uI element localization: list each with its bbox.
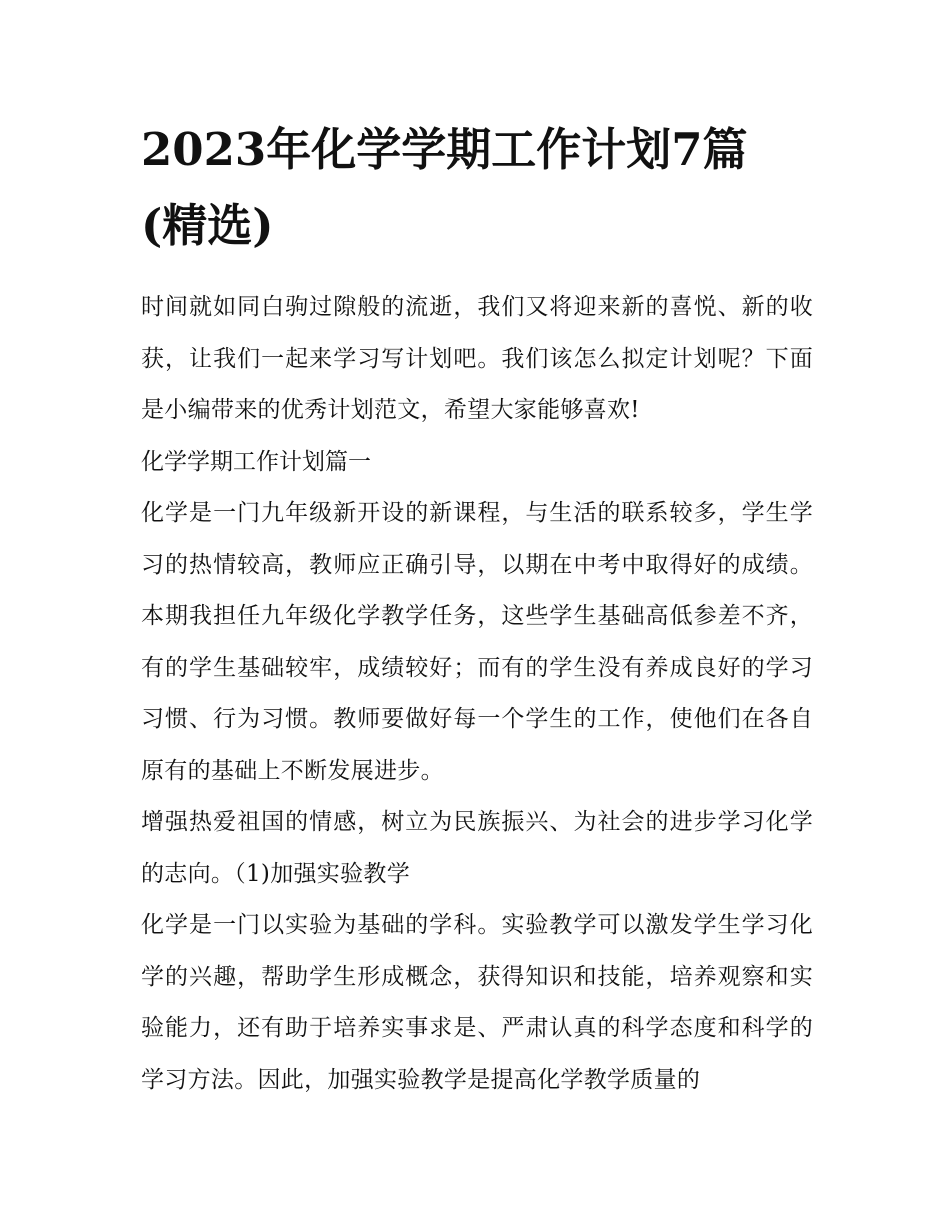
intro-paragraph: 时间就如同白驹过隙般的流逝，我们又将迎来新的喜悦、新的收获，让我们一起来学习写计划吧。我们该怎么拟定计划呢？下面是小编带来的优秀计划范文，希望大家能够喜欢!	[141, 294, 813, 423]
document-page	[141, 112, 813, 1106]
body-paragraph-1: 化学是一门九年级新开设的新课程，与生活的联系较多，学生学习的热情较高，教师应正确引导，以期在中考中取得好的成绩。本期我担任九年级化学教学任务，这些学生基础高低参差不齐，有的学生基础较牢，成绩较好；而有的学生没有养成良好的学习习惯、行为习惯。教师要做好每一个学生的工作，使他们在各自原有的基础上不断发展进步。	[141, 500, 813, 784]
section-heading: 化学学期工作计划篇一	[141, 448, 371, 475]
body-paragraph-2: 增强热爱祖国的情感，树立为民族振兴、为社会的进步学习化学的志向。（1)加强实验教学	[141, 809, 813, 887]
body-paragraph-3: 化学是一门以实验为基础的学科。实验教学可以激发学生学习化学的兴趣，帮助学生形成概念，获得知识和技能，培养观察和实验能力，还有助于培养实事求是、严肃认真的科学态度和科学的学习方法。因此，加强实验教学是提高化学教学质量的	[141, 912, 813, 1093]
document-title: 2023年化学学期工作计划7篇(精选)	[141, 123, 748, 252]
